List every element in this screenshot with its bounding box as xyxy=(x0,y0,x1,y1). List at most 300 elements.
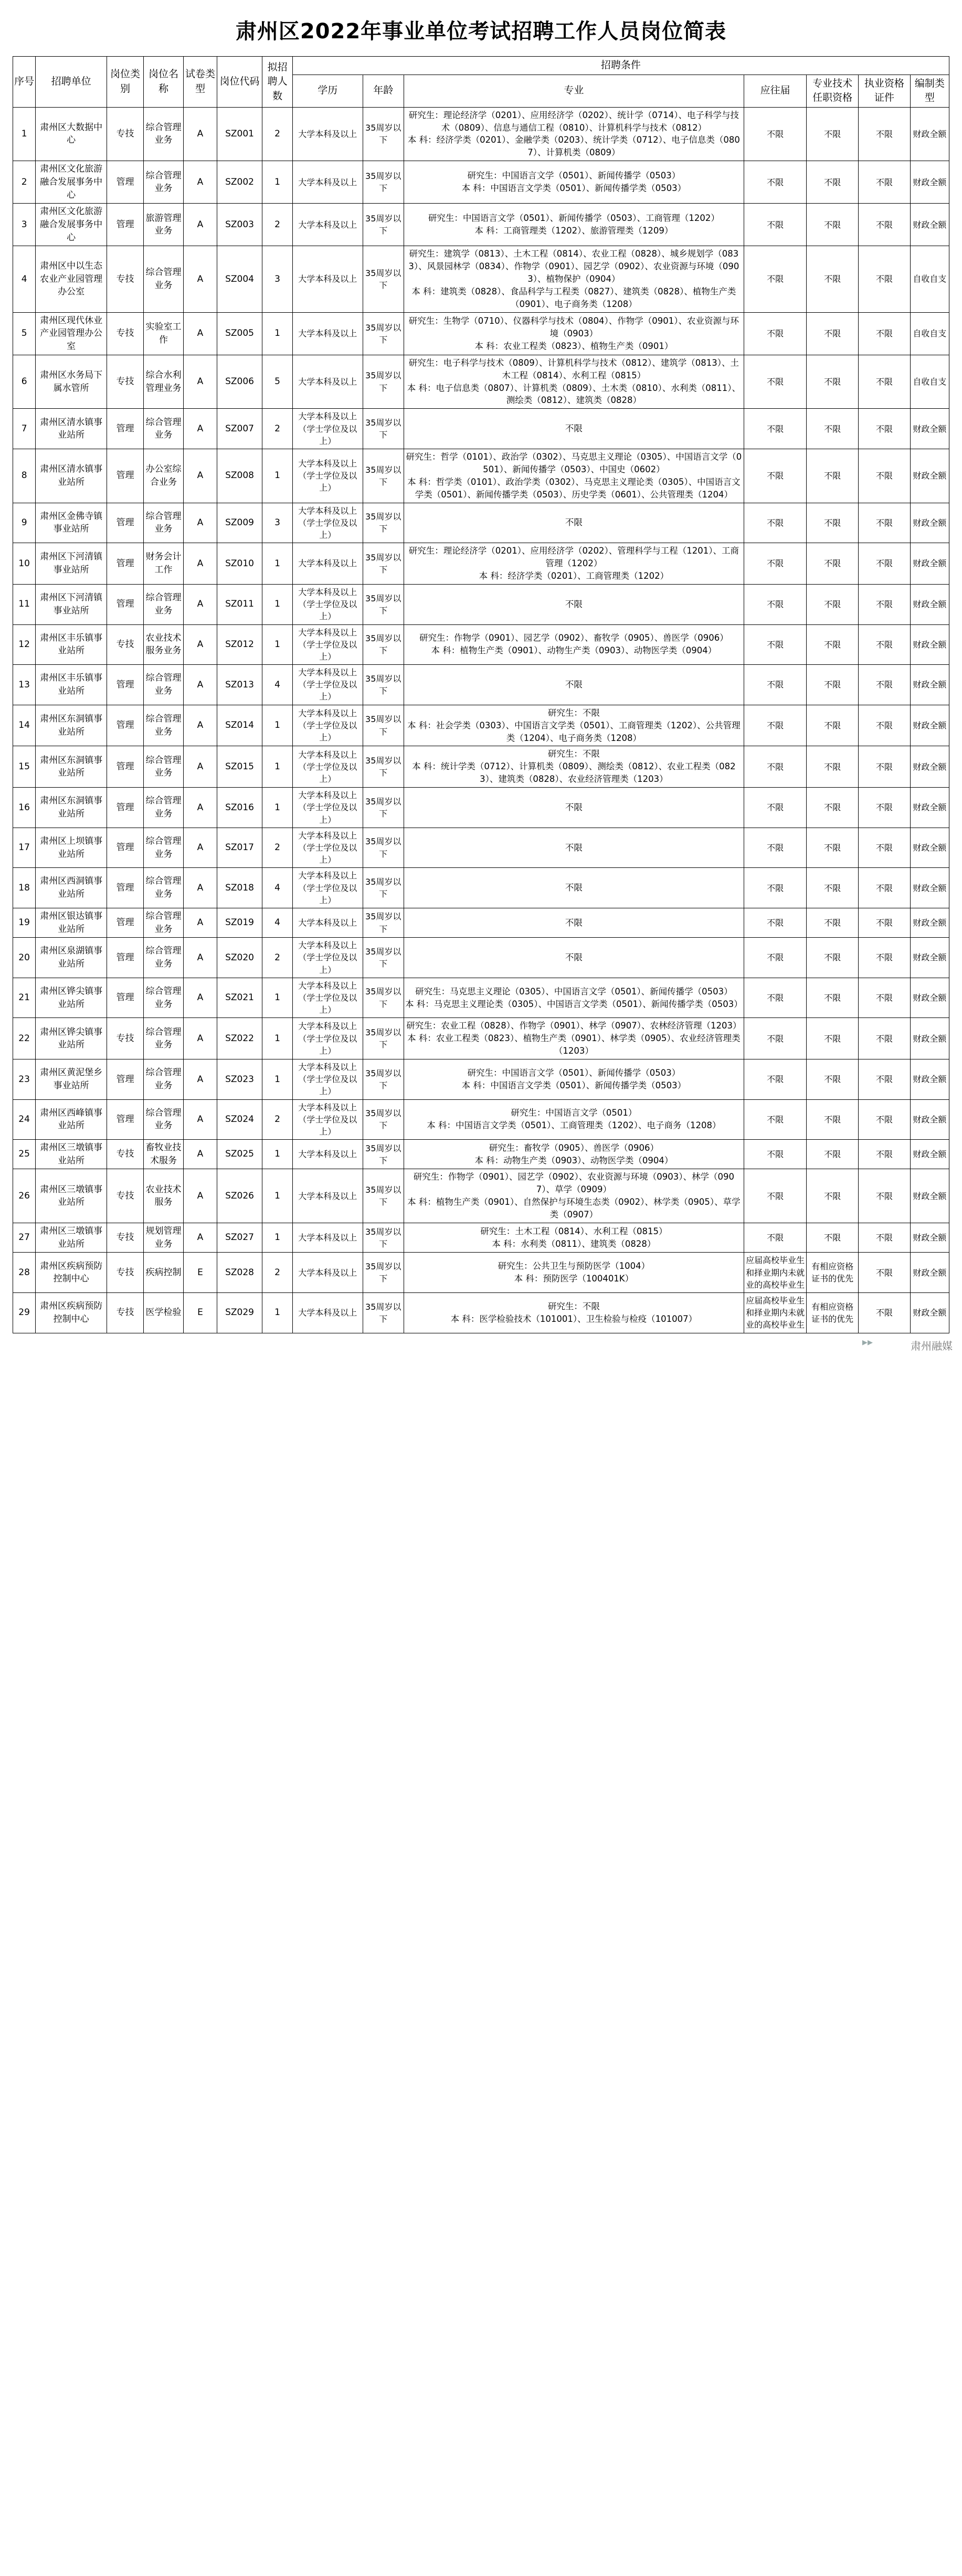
cell-post-type: 管理 xyxy=(107,908,144,937)
cell-plan-num: 2 xyxy=(262,204,293,246)
cell-fund-type: 财政全额 xyxy=(910,503,949,543)
cell-unit: 肃州区清水镇事业站所 xyxy=(36,449,107,503)
cell-exam-type: A xyxy=(184,584,217,624)
col-exam-type: 试卷类型 xyxy=(184,57,217,108)
cell-post-type: 管理 xyxy=(107,584,144,624)
cell-age: 35周岁以下 xyxy=(363,1018,404,1059)
cell-post-code: SZ018 xyxy=(217,868,262,908)
cell-fund-type: 财政全额 xyxy=(910,1223,949,1253)
cell-tech-title: 不限 xyxy=(807,584,859,624)
cell-plan-num: 2 xyxy=(262,409,293,449)
cell-seq: 18 xyxy=(13,868,36,908)
cell-plan-num: 4 xyxy=(262,868,293,908)
cell-responsibility: 不限 xyxy=(744,1018,806,1059)
cell-post-name: 综合管理业务 xyxy=(143,409,183,449)
cell-post-name: 医学检验 xyxy=(143,1292,183,1333)
cell-fund-type: 自收自支 xyxy=(910,355,949,409)
cell-age: 35周岁以下 xyxy=(363,543,404,585)
col-unit: 招聘单位 xyxy=(36,57,107,108)
cell-exam-type: A xyxy=(184,312,217,355)
cell-post-type: 专技 xyxy=(107,1140,144,1169)
cell-exam-type: A xyxy=(184,161,217,204)
cell-major: 研究生：畜牧学（0905）、兽医学（0906） 本 科：动物生产类（0903）、动物医学类（0904） xyxy=(404,1140,744,1169)
cell-practice-cert: 不限 xyxy=(859,246,911,313)
col-post-name: 岗位名称 xyxy=(143,57,183,108)
table-row xyxy=(13,161,949,204)
cell-post-name: 农业技术服务 xyxy=(143,1169,183,1223)
cell-major: 不限 xyxy=(404,665,744,705)
cell-unit: 肃州区铧尖镇事业站所 xyxy=(36,978,107,1018)
cell-post-type: 管理 xyxy=(107,938,144,978)
cell-plan-num: 1 xyxy=(262,746,293,788)
cell-education: 大学本科及以上 xyxy=(292,1169,363,1223)
cell-education: 大学本科及以上 xyxy=(292,161,363,204)
cell-exam-type: A xyxy=(184,665,217,705)
cell-responsibility: 不限 xyxy=(744,1169,806,1223)
cell-education: 大学本科及以上（学士学位及以上） xyxy=(292,1018,363,1059)
cell-exam-type: A xyxy=(184,246,217,313)
watermark-label: 肃州融媒 xyxy=(911,1339,953,1352)
cell-post-type: 专技 xyxy=(107,624,144,665)
cell-tech-title: 有相应资格证书的优先 xyxy=(807,1292,859,1333)
share-icon: ▸▸ xyxy=(862,1335,873,1348)
cell-practice-cert: 不限 xyxy=(859,705,911,746)
cell-plan-num: 1 xyxy=(262,584,293,624)
cell-unit: 肃州区水务局下属水管所 xyxy=(36,355,107,409)
cell-major: 不限 xyxy=(404,503,744,543)
cell-seq: 16 xyxy=(13,788,36,828)
cell-tech-title: 不限 xyxy=(807,1169,859,1223)
cell-education: 大学本科及以上 xyxy=(292,312,363,355)
cell-education: 大学本科及以上（学士学位及以上） xyxy=(292,788,363,828)
cell-unit: 肃州区丰乐镇事业站所 xyxy=(36,665,107,705)
cell-unit: 肃州区东洞镇事业站所 xyxy=(36,746,107,788)
cell-education: 大学本科及以上 xyxy=(292,543,363,585)
cell-responsibility: 不限 xyxy=(744,161,806,204)
cell-seq: 26 xyxy=(13,1169,36,1223)
cell-practice-cert: 不限 xyxy=(859,409,911,449)
cell-post-name: 畜牧业技术服务 xyxy=(143,1140,183,1169)
cell-major: 不限 xyxy=(404,868,744,908)
cell-seq: 19 xyxy=(13,908,36,937)
cell-practice-cert: 不限 xyxy=(859,312,911,355)
cell-responsibility: 不限 xyxy=(744,246,806,313)
cell-fund-type: 财政全额 xyxy=(910,204,949,246)
cell-major: 研究生：电子科学与技术（0809）、计算机科学与技术（0812）、建筑学（0813）、土木工程（0814）、水利工程（0815） 本 科：电子信息类（0807）、计算机类（0809）、土木类（0810）、水利类（0811）、测绘类（0812）、建筑类（0828） xyxy=(404,355,744,409)
cell-post-code: SZ017 xyxy=(217,828,262,868)
cell-exam-type: A xyxy=(184,624,217,665)
cell-plan-num: 1 xyxy=(262,1059,293,1100)
cell-tech-title: 不限 xyxy=(807,312,859,355)
cell-plan-num: 5 xyxy=(262,355,293,409)
cell-practice-cert: 不限 xyxy=(859,584,911,624)
cell-post-code: SZ001 xyxy=(217,107,262,161)
cell-age: 35周岁以下 xyxy=(363,204,404,246)
table-row xyxy=(13,788,949,828)
cell-post-name: 综合管理业务 xyxy=(143,1099,183,1140)
cell-post-name: 综合管理业务 xyxy=(143,828,183,868)
cell-exam-type: A xyxy=(184,409,217,449)
col-post-code: 岗位代码 xyxy=(217,57,262,108)
cell-post-name: 办公室综合业务 xyxy=(143,449,183,503)
cell-responsibility: 不限 xyxy=(744,503,806,543)
cell-plan-num: 1 xyxy=(262,1018,293,1059)
cell-age: 35周岁以下 xyxy=(363,705,404,746)
cell-tech-title: 不限 xyxy=(807,908,859,937)
cell-post-code: SZ011 xyxy=(217,584,262,624)
cell-education: 大学本科及以上 xyxy=(292,1140,363,1169)
cell-seq: 20 xyxy=(13,938,36,978)
cell-tech-title: 不限 xyxy=(807,204,859,246)
cell-education: 大学本科及以上（学士学位及以上） xyxy=(292,868,363,908)
table-row xyxy=(13,938,949,978)
cell-responsibility: 不限 xyxy=(744,1223,806,1253)
cell-exam-type: A xyxy=(184,1223,217,1253)
cell-education: 大学本科及以上（学士学位及以上） xyxy=(292,938,363,978)
cell-responsibility: 不限 xyxy=(744,938,806,978)
cell-seq: 3 xyxy=(13,204,36,246)
cell-unit: 肃州区金佛寺镇事业站所 xyxy=(36,503,107,543)
table-row xyxy=(13,1099,949,1140)
cell-fund-type: 财政全额 xyxy=(910,705,949,746)
cell-plan-num: 1 xyxy=(262,449,293,503)
table-row xyxy=(13,584,949,624)
jobs-table xyxy=(13,56,949,1333)
cell-seq: 5 xyxy=(13,312,36,355)
cell-age: 35周岁以下 xyxy=(363,1292,404,1333)
cell-exam-type: A xyxy=(184,355,217,409)
cell-post-code: SZ002 xyxy=(217,161,262,204)
cell-seq: 4 xyxy=(13,246,36,313)
cell-major: 研究生：不限 本 科：统计学类（0712）、计算机类（0809）、测绘类（0812）、农业工程类（0823）、建筑类（0828）、农业经济管理类（1203） xyxy=(404,746,744,788)
cell-post-type: 管理 xyxy=(107,868,144,908)
cell-education: 大学本科及以上 xyxy=(292,355,363,409)
cell-education: 大学本科及以上 xyxy=(292,1292,363,1333)
cell-age: 35周岁以下 xyxy=(363,978,404,1018)
cell-seq: 28 xyxy=(13,1253,36,1293)
cell-seq: 21 xyxy=(13,978,36,1018)
cell-plan-num: 3 xyxy=(262,503,293,543)
cell-education: 大学本科及以上 xyxy=(292,1223,363,1253)
cell-responsibility: 不限 xyxy=(744,107,806,161)
cell-unit: 肃州区大数据中心 xyxy=(36,107,107,161)
table-row xyxy=(13,312,949,355)
cell-plan-num: 1 xyxy=(262,788,293,828)
cell-practice-cert: 不限 xyxy=(859,624,911,665)
cell-age: 35周岁以下 xyxy=(363,584,404,624)
cell-unit: 肃州区文化旅游融合发展事务中心 xyxy=(36,161,107,204)
cell-unit: 肃州区泉湖镇事业站所 xyxy=(36,938,107,978)
cell-post-type: 专技 xyxy=(107,107,144,161)
cell-tech-title: 不限 xyxy=(807,409,859,449)
cell-post-code: SZ004 xyxy=(217,246,262,313)
cell-education: 大学本科及以上（学士学位及以上） xyxy=(292,1099,363,1140)
cell-education: 大学本科及以上（学士学位及以上） xyxy=(292,409,363,449)
cell-seq: 12 xyxy=(13,624,36,665)
cell-tech-title: 不限 xyxy=(807,449,859,503)
cell-unit: 肃州区清水镇事业站所 xyxy=(36,409,107,449)
col-post-type: 岗位类别 xyxy=(107,57,144,108)
cell-post-name: 综合管理业务 xyxy=(143,161,183,204)
cell-exam-type: A xyxy=(184,1018,217,1059)
cell-fund-type: 财政全额 xyxy=(910,449,949,503)
cell-practice-cert: 不限 xyxy=(859,1292,911,1333)
cell-age: 35周岁以下 xyxy=(363,1099,404,1140)
cell-post-name: 综合管理业务 xyxy=(143,246,183,313)
cell-plan-num: 3 xyxy=(262,246,293,313)
cell-education: 大学本科及以上 xyxy=(292,107,363,161)
cell-post-type: 管理 xyxy=(107,449,144,503)
cell-post-type: 管理 xyxy=(107,204,144,246)
cell-post-name: 农业技术服务业务 xyxy=(143,624,183,665)
cell-unit: 肃州区中以生态农业产业园管理办公室 xyxy=(36,246,107,313)
cell-tech-title: 不限 xyxy=(807,355,859,409)
cell-post-name: 实验室工作 xyxy=(143,312,183,355)
cell-post-code: SZ009 xyxy=(217,503,262,543)
cell-tech-title: 不限 xyxy=(807,868,859,908)
page-footer xyxy=(0,1333,962,1365)
cell-education: 大学本科及以上 xyxy=(292,1253,363,1293)
cell-unit: 肃州区文化旅游融合发展事务中心 xyxy=(36,204,107,246)
cell-age: 35周岁以下 xyxy=(363,908,404,937)
cell-exam-type: A xyxy=(184,908,217,937)
cell-fund-type: 财政全额 xyxy=(910,107,949,161)
table-row xyxy=(13,1223,949,1253)
col-tech-title: 专业技术任职资格 xyxy=(807,75,859,107)
cell-fund-type: 财政全额 xyxy=(910,409,949,449)
cell-seq: 13 xyxy=(13,665,36,705)
cell-exam-type: A xyxy=(184,978,217,1018)
cell-post-name: 综合管理业务 xyxy=(143,705,183,746)
cell-education: 大学本科及以上（学士学位及以上） xyxy=(292,978,363,1018)
cell-post-type: 管理 xyxy=(107,746,144,788)
cell-major: 研究生：中国语言文学（0501）、新闻传播学（0503） 本 科：中国语言文学类（0501）、新闻传播学类（0503） xyxy=(404,161,744,204)
cell-unit: 肃州区下河清镇事业站所 xyxy=(36,584,107,624)
cell-tech-title: 不限 xyxy=(807,543,859,585)
cell-fund-type: 财政全额 xyxy=(910,1140,949,1169)
cell-plan-num: 1 xyxy=(262,161,293,204)
cell-major: 不限 xyxy=(404,409,744,449)
cell-seq: 1 xyxy=(13,107,36,161)
cell-post-code: SZ027 xyxy=(217,1223,262,1253)
table-row xyxy=(13,1253,949,1293)
table-row xyxy=(13,868,949,908)
cell-post-type: 专技 xyxy=(107,1253,144,1293)
cell-post-code: SZ020 xyxy=(217,938,262,978)
table-row xyxy=(13,1018,949,1059)
cell-post-code: SZ008 xyxy=(217,449,262,503)
cell-post-type: 专技 xyxy=(107,312,144,355)
cell-responsibility: 不限 xyxy=(744,543,806,585)
cell-practice-cert: 不限 xyxy=(859,788,911,828)
col-responsibility: 应往届 xyxy=(744,75,806,107)
cell-age: 35周岁以下 xyxy=(363,624,404,665)
cell-responsibility: 不限 xyxy=(744,788,806,828)
cell-plan-num: 1 xyxy=(262,624,293,665)
table-row xyxy=(13,503,949,543)
cell-plan-num: 2 xyxy=(262,938,293,978)
cell-major: 研究生：中国语言文学（0501） 本 科：中国语言文学类（0501）、工商管理类（1202）、电子商务（1208） xyxy=(404,1099,744,1140)
cell-fund-type: 财政全额 xyxy=(910,1292,949,1333)
cell-post-code: SZ016 xyxy=(217,788,262,828)
cell-exam-type: A xyxy=(184,503,217,543)
cell-education: 大学本科及以上（学士学位及以上） xyxy=(292,705,363,746)
cell-tech-title: 不限 xyxy=(807,938,859,978)
cell-practice-cert: 不限 xyxy=(859,204,911,246)
cell-exam-type: A xyxy=(184,1169,217,1223)
cell-major: 不限 xyxy=(404,908,744,937)
cell-practice-cert: 不限 xyxy=(859,908,911,937)
cell-fund-type: 财政全额 xyxy=(910,665,949,705)
table-row xyxy=(13,705,949,746)
cell-post-code: SZ024 xyxy=(217,1099,262,1140)
cell-practice-cert: 不限 xyxy=(859,503,911,543)
cell-post-code: SZ010 xyxy=(217,543,262,585)
cell-unit: 肃州区上坝镇事业站所 xyxy=(36,828,107,868)
cell-exam-type: A xyxy=(184,705,217,746)
cell-fund-type: 财政全额 xyxy=(910,1059,949,1100)
cell-seq: 6 xyxy=(13,355,36,409)
cell-post-code: SZ007 xyxy=(217,409,262,449)
cell-post-type: 管理 xyxy=(107,503,144,543)
cell-practice-cert: 不限 xyxy=(859,1059,911,1100)
cell-practice-cert: 不限 xyxy=(859,1223,911,1253)
cell-post-code: SZ029 xyxy=(217,1292,262,1333)
cell-post-type: 专技 xyxy=(107,1169,144,1223)
cell-plan-num: 1 xyxy=(262,1140,293,1169)
cell-unit: 肃州区西洞镇事业站所 xyxy=(36,868,107,908)
cell-fund-type: 自收自支 xyxy=(910,312,949,355)
cell-fund-type: 财政全额 xyxy=(910,1099,949,1140)
cell-major: 研究生：作物学（0901）、园艺学（0902）、农业资源与环境（0903）、林学（0907）、草学（0909） 本 科：植物生产类（0901）、自然保护与环境生态类（0902）、林学类（0905）、草学类（0907） xyxy=(404,1169,744,1223)
cell-fund-type: 财政全额 xyxy=(910,828,949,868)
cell-post-type: 管理 xyxy=(107,705,144,746)
cell-post-name: 综合水利管理业务 xyxy=(143,355,183,409)
cell-post-name: 综合管理业务 xyxy=(143,978,183,1018)
cell-tech-title: 不限 xyxy=(807,107,859,161)
cell-responsibility: 应届高校毕业生和择业期内未就业的高校毕业生 xyxy=(744,1292,806,1333)
cell-age: 35周岁以下 xyxy=(363,746,404,788)
cell-age: 35周岁以下 xyxy=(363,246,404,313)
col-education: 学历 xyxy=(292,75,363,107)
cell-post-type: 管理 xyxy=(107,1099,144,1140)
cell-age: 35周岁以下 xyxy=(363,828,404,868)
cell-responsibility: 不限 xyxy=(744,1140,806,1169)
table-row xyxy=(13,1292,949,1333)
cell-post-name: 财务会计工作 xyxy=(143,543,183,585)
cell-post-type: 专技 xyxy=(107,355,144,409)
table-row xyxy=(13,828,949,868)
cell-exam-type: A xyxy=(184,543,217,585)
cell-plan-num: 2 xyxy=(262,1099,293,1140)
cell-major: 研究生：建筑学（0813）、土木工程（0814）、农业工程（0828）、城乡规划学（0833）、风景园林学（0834）、作物学（0901）、园艺学（0902）、农业资源与环境（0903）、植物保护（0904） 本 科：建筑类（0828）、食品科学与工程类（0827）、建筑类（0828）、植物生产类（0901）、电子商务类（1208） xyxy=(404,246,744,313)
cell-seq: 2 xyxy=(13,161,36,204)
cell-unit: 肃州区西峰镇事业站所 xyxy=(36,1099,107,1140)
cell-exam-type: A xyxy=(184,828,217,868)
table-row xyxy=(13,246,949,313)
cell-post-code: SZ014 xyxy=(217,705,262,746)
cell-major: 研究生：不限 本 科：医学检验技术（101001）、卫生检验与检疫（101007） xyxy=(404,1292,744,1333)
table-row xyxy=(13,204,949,246)
cell-post-name: 综合管理业务 xyxy=(143,1018,183,1059)
cell-post-code: SZ006 xyxy=(217,355,262,409)
table-row xyxy=(13,746,949,788)
cell-post-name: 规划管理业务 xyxy=(143,1223,183,1253)
cell-tech-title: 不限 xyxy=(807,746,859,788)
cell-fund-type: 财政全额 xyxy=(910,543,949,585)
cell-tech-title: 不限 xyxy=(807,1018,859,1059)
cell-seq: 7 xyxy=(13,409,36,449)
cell-post-type: 管理 xyxy=(107,161,144,204)
cell-seq: 11 xyxy=(13,584,36,624)
table-row xyxy=(13,543,949,585)
cell-responsibility: 不限 xyxy=(744,204,806,246)
cell-responsibility: 不限 xyxy=(744,665,806,705)
cell-responsibility: 不限 xyxy=(744,584,806,624)
cell-post-code: SZ022 xyxy=(217,1018,262,1059)
cell-post-code: SZ003 xyxy=(217,204,262,246)
cell-seq: 15 xyxy=(13,746,36,788)
cell-education: 大学本科及以上 xyxy=(292,246,363,313)
cell-post-type: 专技 xyxy=(107,1018,144,1059)
cell-seq: 10 xyxy=(13,543,36,585)
cell-education: 大学本科及以上（学士学位及以上） xyxy=(292,584,363,624)
cell-responsibility: 不限 xyxy=(744,908,806,937)
cell-unit: 肃州区黄泥堡乡事业站所 xyxy=(36,1059,107,1100)
cell-post-code: SZ026 xyxy=(217,1169,262,1223)
cell-major: 研究生：生物学（0710）、仪器科学与技术（0804）、作物学（0901）、农业资源与环境（0903） 本 科：农业工程类（0823）、植物生产类（0901） xyxy=(404,312,744,355)
header-row-1 xyxy=(13,57,949,75)
cell-post-name: 综合管理业务 xyxy=(143,1059,183,1100)
cell-seq: 17 xyxy=(13,828,36,868)
cell-post-type: 管理 xyxy=(107,665,144,705)
cell-post-type: 管理 xyxy=(107,978,144,1018)
cell-post-code: SZ028 xyxy=(217,1253,262,1293)
cell-unit: 肃州区铧尖镇事业站所 xyxy=(36,1018,107,1059)
cell-post-type: 专技 xyxy=(107,1292,144,1333)
cell-post-type: 管理 xyxy=(107,409,144,449)
cell-major: 研究生：作物学（0901）、园艺学（0902）、畜牧学（0905）、兽医学（0906） 本 科：植物生产类（0901）、动物生产类（0903）、动物医学类（0904） xyxy=(404,624,744,665)
cell-post-name: 综合管理业务 xyxy=(143,665,183,705)
cell-tech-title: 有相应资格证书的优先 xyxy=(807,1253,859,1293)
cell-practice-cert: 不限 xyxy=(859,828,911,868)
cell-major: 研究生：土木工程（0814）、水利工程（0815） 本 科：水利类（0811）、建筑类（0828） xyxy=(404,1223,744,1253)
cell-age: 35周岁以下 xyxy=(363,788,404,828)
cell-unit: 肃州区三墩镇事业站所 xyxy=(36,1140,107,1169)
cell-fund-type: 财政全额 xyxy=(910,746,949,788)
table-row xyxy=(13,355,949,409)
cell-responsibility: 不限 xyxy=(744,355,806,409)
cell-age: 35周岁以下 xyxy=(363,409,404,449)
page-title: 肃州区2022年事业单位考试招聘工作人员岗位简表 xyxy=(235,19,727,44)
cell-major: 研究生：公共卫生与预防医学（1004） 本 科：预防医学（100401K） xyxy=(404,1253,744,1293)
cell-responsibility: 不限 xyxy=(744,1059,806,1100)
cell-tech-title: 不限 xyxy=(807,788,859,828)
cell-education: 大学本科及以上 xyxy=(292,908,363,937)
cell-fund-type: 财政全额 xyxy=(910,1018,949,1059)
cell-tech-title: 不限 xyxy=(807,978,859,1018)
cell-major: 不限 xyxy=(404,788,744,828)
cell-plan-num: 4 xyxy=(262,665,293,705)
cell-post-name: 旅游管理业务 xyxy=(143,204,183,246)
cell-responsibility: 不限 xyxy=(744,1099,806,1140)
cell-age: 35周岁以下 xyxy=(363,1253,404,1293)
cell-age: 35周岁以下 xyxy=(363,938,404,978)
cell-fund-type: 财政全额 xyxy=(910,624,949,665)
cell-age: 35周岁以下 xyxy=(363,1140,404,1169)
cell-education: 大学本科及以上（学士学位及以上） xyxy=(292,665,363,705)
cell-post-name: 疾病控制 xyxy=(143,1253,183,1293)
